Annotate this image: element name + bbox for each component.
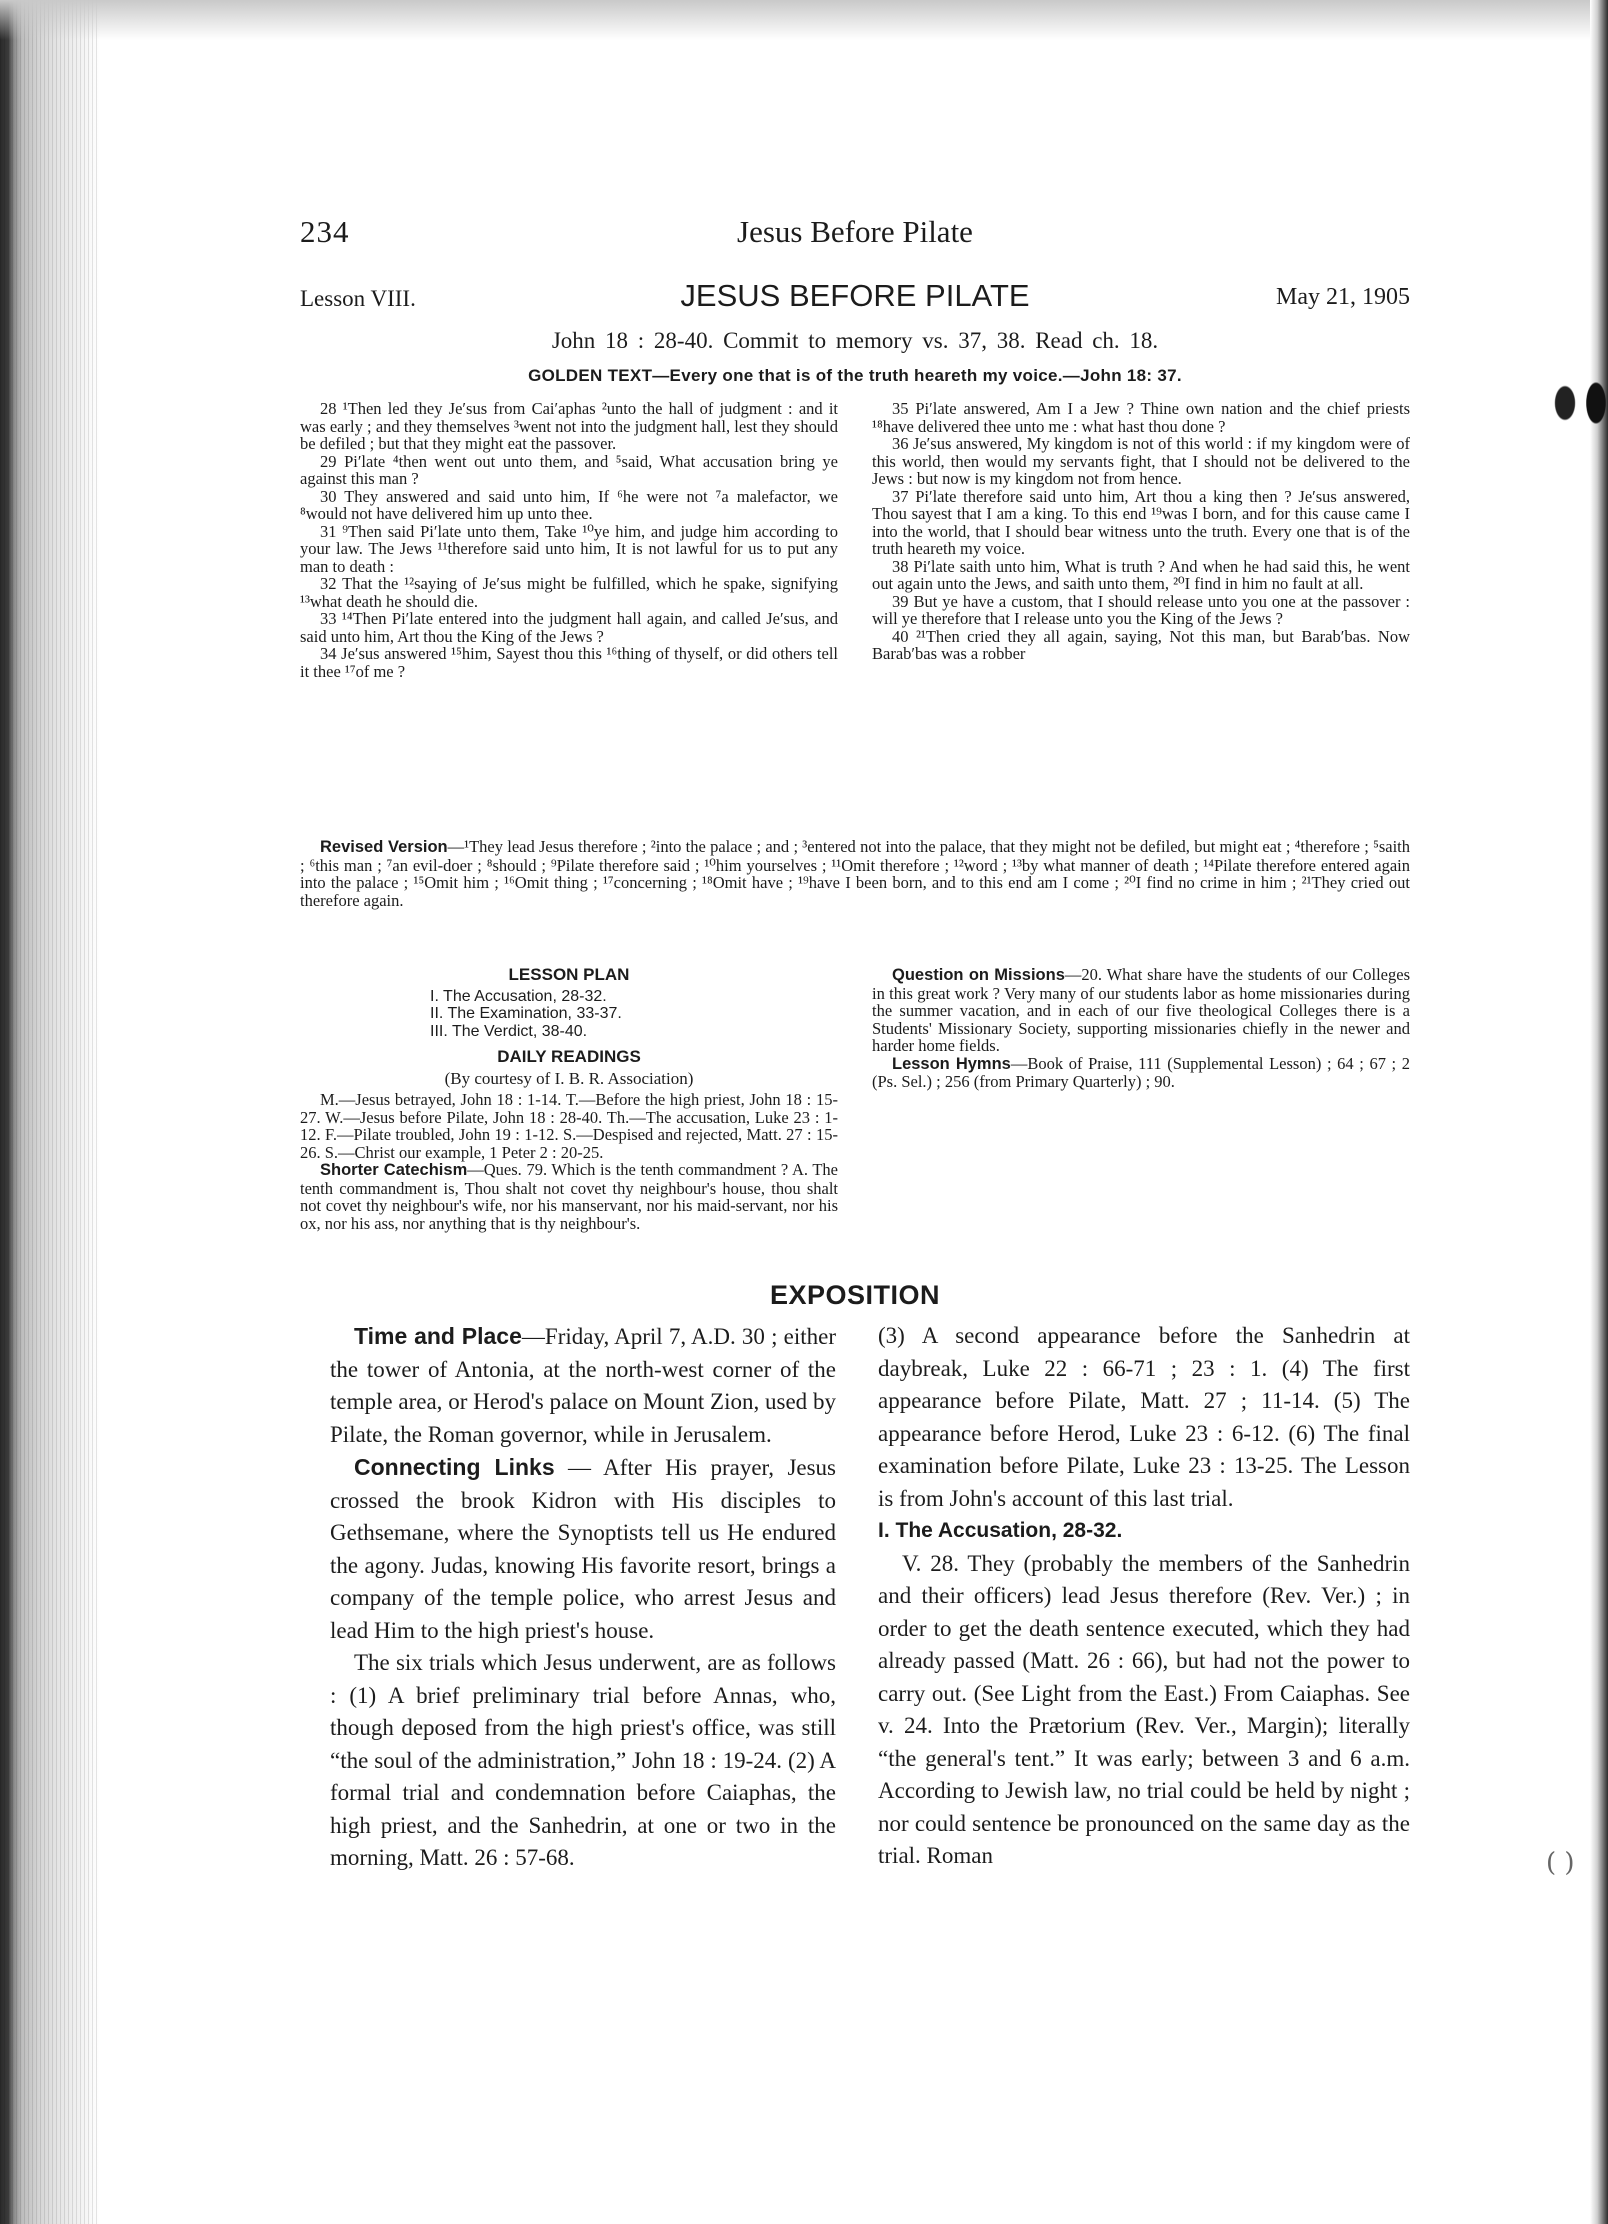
verse-40: 40 ²¹Then cried they all again, saying, Not this man, but Barab′bas. Now Barab′bas was a robber bbox=[872, 626, 1410, 663]
connecting-links-label: Connecting Links bbox=[354, 1454, 555, 1480]
time-place-label: Time and Place bbox=[354, 1323, 522, 1349]
revised-version-notes bbox=[300, 838, 1410, 909]
lesson-aids-right bbox=[872, 966, 1410, 1091]
verse-39: 39 But ye have a custom, that I should release unto you one at the passover : will ye therefore that I release unto you the King of the Jews ? bbox=[872, 591, 1410, 628]
connecting-links bbox=[330, 1451, 836, 1647]
verse-29: 29 Pi′late ⁴then went out unto them, and ⁵said, What accusation bring ye against this man ? bbox=[300, 451, 838, 488]
time-and-place bbox=[330, 1320, 836, 1451]
time-place-text: —Friday, April 7, A.D. 30 ; either the tower of Antonia, at the north-west corner of the temple area, or Herod's palace on Mount Zion, used by Pilate, the Roman governor, while in Jerusalem. bbox=[330, 1324, 836, 1447]
lesson-plan-item: II. The Examination, 33-37. bbox=[430, 1005, 622, 1022]
page-number: 234 bbox=[300, 214, 350, 249]
verse-28: 28 ¹Then led they Je′sus from Cai′aphas ²unto the hall of judgment : and it was early ; and they themselves ³went not into the judgment hall, lest they should be defiled ; but that they might eat the passover. bbox=[300, 399, 838, 453]
shorter-catechism-text: —Ques. 79. Which is the tenth commandment ? A. The tenth commandment is, Thou shalt not covet thy neighbour's house, thou shalt not covet thy neighbour's wife, nor his manservant, nor his maid-servant, nor his ox, nor his ass, nor anything that is thy neighbour's. bbox=[300, 1160, 838, 1233]
daily-readings-text: M.—Jesus betrayed, John 18 : 1-14. T.—Before the high priest, John 18 : 15-27. W.—Jesus before Pilate, John 18 : 28-40. Th.—The accusation, Luke 23 : 1-12. F.—Pilate troubled, John 19 : 1-12. S.—Despised and rejected, Matt. 27 : 15-26. S.—Christ our example, 1 Peter 2 : 20-25. bbox=[300, 1090, 838, 1162]
lesson-number: Lesson VIII. bbox=[300, 286, 416, 311]
hymns-label: Lesson Hymns bbox=[892, 1054, 1011, 1073]
lesson-aids-left bbox=[300, 966, 838, 1232]
lesson-plan-item: I. The Accusation, 28-32. bbox=[430, 987, 607, 1005]
daily-readings-heading: DAILY READINGS bbox=[497, 1047, 641, 1066]
daily-readings-courtesy: (By courtesy of I. B. R. Association) bbox=[444, 1068, 694, 1088]
verse-38: 38 Pi′late saith unto him, What is truth ? And when he had said this, he went out again unto the Jews, and saith unto them, ²⁰I find in him no fault at all. bbox=[872, 556, 1410, 593]
binding-clip-mark bbox=[1550, 378, 1580, 428]
verse-36: 36 Je′sus answered, My kingdom is not of this world : if my kingdom were of this world, then would my servants fight, that I should not be delivered to the Jews : but now is my kingdom not from hence. bbox=[872, 434, 1410, 488]
verse-32: 32 That the ¹²saying of Je′sus might be fulfilled, which he spake, signifying ¹³what death he should die. bbox=[300, 574, 838, 611]
shorter-catechism bbox=[300, 1161, 838, 1232]
scan-right-edge bbox=[1590, 0, 1608, 2224]
running-head bbox=[300, 214, 1410, 264]
verse-34: 34 Je′sus answered ¹⁵him, Sayest thou this ¹⁶thing of thyself, or did others tell it thee ¹⁷of me ? bbox=[300, 644, 838, 681]
lesson-plan-heading: LESSON PLAN bbox=[508, 965, 630, 984]
scripture-verses-right bbox=[872, 400, 1410, 663]
scripture-verses-left bbox=[300, 400, 838, 680]
hymns-text: —Book of Praise, 111 (Supplemental Lesson) ; 64 ; 67 ; 2 (Ps. Sel.) ; 256 (from Primary Quarterly) ; 90. bbox=[872, 1053, 1410, 1091]
revised-version-text: —¹They lead Jesus therefore ; ²into the palace ; and ; ³entered not into the palace, that they might not be defiled, but might eat ; ⁴therefore ; ⁵saith ; ⁶this man ; ⁷an evil-doer ; ⁸should ; ⁹Pilate therefore said ; ¹⁰him yourselves ; ¹¹Omit therefore ; ¹²word ; ¹³by what manner of death ; ¹⁴Pilate therefore entered again into the palace ; ¹⁵Omit him ; ¹⁶Omit thing ; ¹⁷concerning ; ¹⁸Omit have ; ¹⁹have I been born, and to this end am I come ; ²⁰I find no crime in him ; ²¹They cried out therefore again. bbox=[300, 837, 1411, 910]
verse-37: 37 Pi′late therefore said unto him, Art thou a king then ? Je′sus answered, Thou sayest that I am a king. To this end ¹⁹was I born, and for this cause came I into the world, that I should bear witness unto the truth. Every one that is of the truth heareth my voice. bbox=[872, 486, 1410, 558]
margin-mark: ( ) bbox=[1546, 1848, 1575, 1878]
lesson-header bbox=[300, 278, 1410, 318]
revised-version-label: Revised Version bbox=[320, 838, 448, 856]
shorter-catechism-label: Shorter Catechism bbox=[320, 1161, 468, 1179]
missions-text: —20. What share have the students of our Colleges in this great work ? Very many of our students labor as home missionaries during the summer vacation, and in each of our five theological Colleges there is a Students' Missionary Society, supporting missionaries chiefly in the newer and harder home fields. bbox=[872, 965, 1410, 1055]
binding-clip-mark-2 bbox=[1584, 378, 1608, 428]
missions-label: Question on Missions bbox=[892, 966, 1065, 984]
exposition-column-left bbox=[330, 1320, 836, 1875]
lesson-hymns bbox=[872, 1055, 1410, 1091]
verse-30: 30 They answered and said unto him, If ⁶he were not ⁷a malefactor, we ⁸would not have delivered him up unto thee. bbox=[300, 486, 838, 523]
exposition-heading: EXPOSITION bbox=[769, 1280, 941, 1310]
lesson-title: JESUS BEFORE PILATE bbox=[680, 278, 1030, 313]
verse-35: 35 Pi′late answered, Am I a Jew ? Thine own nation and the chief priests ¹⁸have delivered thee unto me : what hast thou done ? bbox=[872, 399, 1410, 436]
scripture-reference: John 18 : 28-40. Commit to memory vs. 37, 38. Read ch. 18. bbox=[551, 328, 1159, 353]
book-spine-edge bbox=[0, 0, 100, 2224]
verse-33: 33 ¹⁴Then Pi′late entered into the judgment hall again, and called Je′sus, and said unto him, Art thou the King of the Jews ? bbox=[300, 609, 838, 646]
verse-28-commentary: V. 28. They (probably the members of the Sanhedrin and their officers) lead Jesus therefore (Rev. Ver.) ; in order to get the death sentence executed, which they had already passed (Matt. 26 : 66), but had not the power to carry out. (See Light from the East.) From Caiaphas. See v. 24. Into the Prætorium (Rev. Ver., Margin); literally “the general's tent.” It was early; between 3 and 6 a.m. According to Jewish law, no trial could be held by night ; nor could sentence be pronounced on the same day as the trial. Roman bbox=[878, 1550, 1410, 1868]
verse-31: 31 ⁹Then said Pi′late unto them, Take ¹⁰ye him, and judge him according to your law. The Jews ¹¹therefore said unto him, It is not lawful for us to put any man to death : bbox=[300, 521, 838, 576]
golden-text: GOLDEN TEXT—Every one that is of the truth heareth my voice.—John 18: 37. bbox=[528, 366, 1182, 385]
scan-top-shadow bbox=[0, 0, 1608, 40]
six-trials-continued: (3) A second appearance before the Sanhedrin at daybreak, Luke 22 : 66-71 ; 23 : 1. (4) The first appearance before Pilate, Matt. 27 ; 11-14. (5) The appearance before Herod, Luke 23 : 6-12. (6) The final examination before Pilate, Luke 23 : 13-25. The Lesson is from John's account of this last trial. bbox=[878, 1323, 1410, 1511]
running-title: Jesus Before Pilate bbox=[737, 214, 973, 249]
question-on-missions bbox=[872, 966, 1410, 1055]
lesson-plan-item: III. The Verdict, 38-40. bbox=[430, 1022, 588, 1040]
accusation-heading: I. The Accusation, 28-32. bbox=[878, 1519, 1123, 1542]
six-trials-text: The six trials which Jesus underwent, are as follows : (1) A brief preliminary trial before Annas, who, though deposed from the high priest's office, was still “the soul of the administration,” John 18 : 19-24. (2) A formal trial and condemnation before Caiaphas, the high priest, and the Sanhedrin, at one or two in the morning, Matt. 26 : 57-68. bbox=[330, 1650, 836, 1870]
exposition-column-right bbox=[878, 1320, 1410, 1873]
lesson-date: May 21, 1905 bbox=[1276, 284, 1410, 310]
connecting-links-text: — After His prayer, Jesus crossed the brook Kidron with His disciples to Gethsemane, where the Synoptists tell us He endured the agony. Judas, knowing His favorite resort, brings a company of the temple police, who arrest Jesus and lead Him to the high priest's house. bbox=[330, 1455, 837, 1643]
